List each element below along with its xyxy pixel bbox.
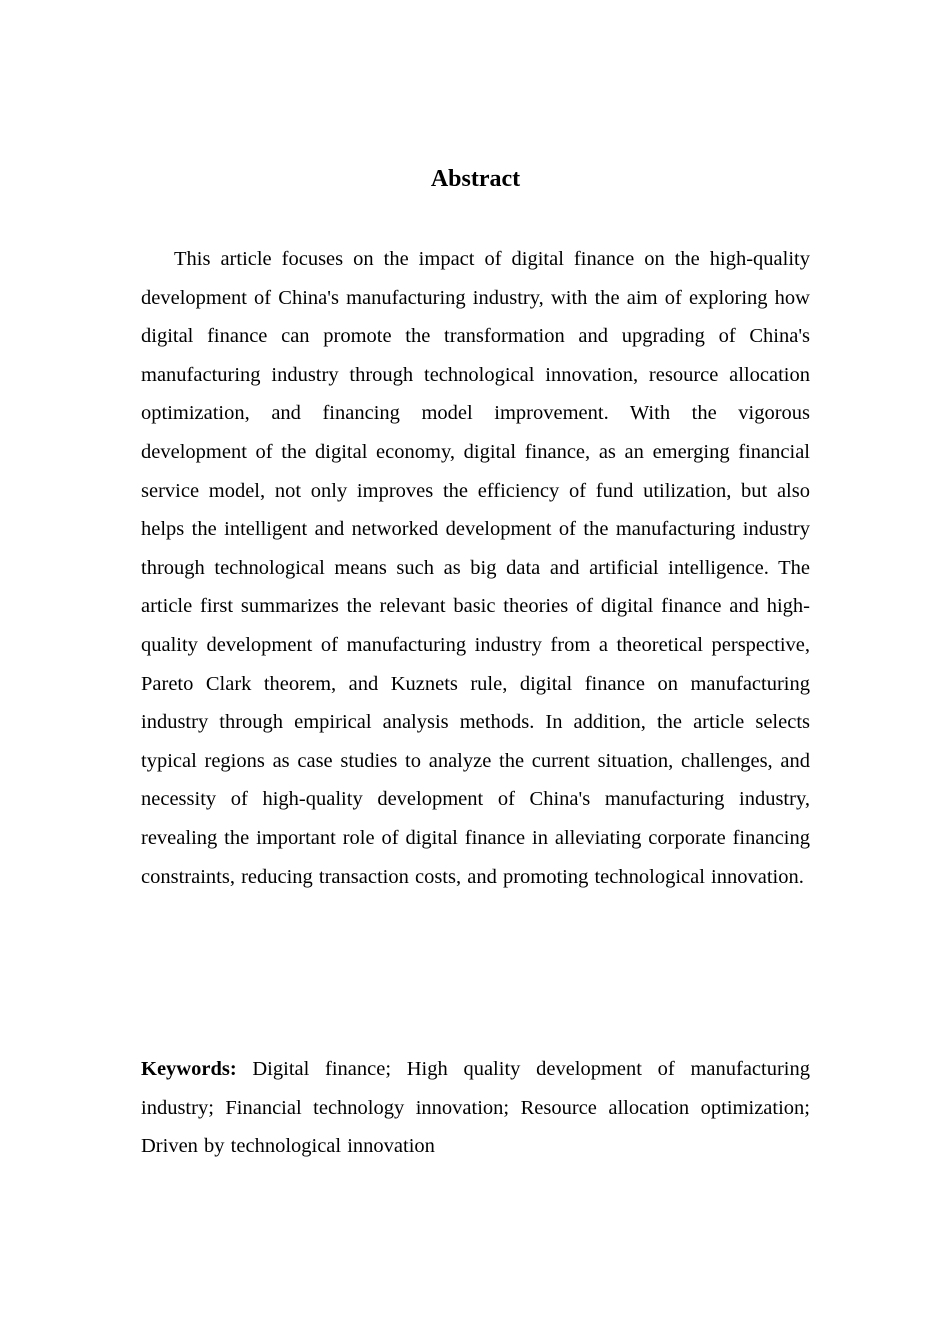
abstract-body: This article focuses on the impact of digital finance on the high-quality development of China's manufacturing industry, with the aim of exploring how digital finance can promote the transformation and upgrading of China's manufacturing industry through technological innovation, resource allocation optimization, and financing model improvement. With the vigorous development of the digital economy, digital finance, as an emerging financial service model, not only improves the efficiency of fund utilization, but also helps the intelligent and networked development of the manufacturing industry through technological means such as big data and artificial intelligence. The article first summarizes the relevant basic theories of digital finance and high-quality development of manufacturing industry from a theoretical perspective, Pareto Clark theorem, and Kuznets rule, digital finance on manufacturing industry through empirical analysis methods. In addition, the article selects typical regions as case studies to analyze the current situation, challenges, and necessity of high-quality development of China's manufacturing industry, revealing the important role of digital finance in alleviating corporate financing constraints, reducing transaction costs, and promoting technological innovation. — [141, 248, 810, 888]
keywords-paragraph — [141, 1050, 810, 1166]
abstract-title: Abstract — [430, 166, 521, 192]
keywords-text: Digital finance; High quality development of manufacturing industry; Financial technology innovation; Resource allocation optimization; Driven by technological innovation — [141, 1058, 811, 1158]
keywords-label: Keywords: — [141, 1058, 237, 1080]
